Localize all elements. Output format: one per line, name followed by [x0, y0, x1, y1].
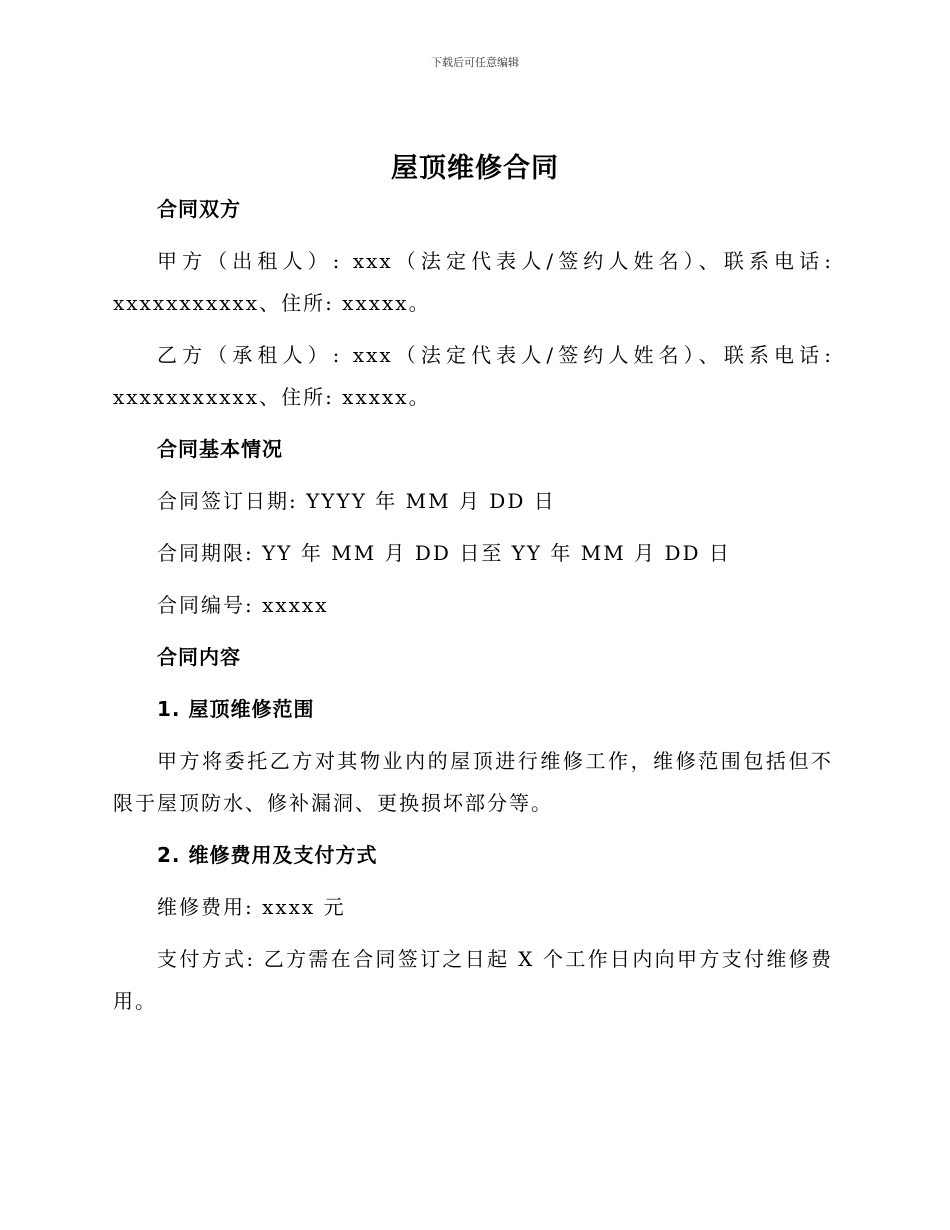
document-body: [113, 188, 833, 1032]
subsection-heading-fee: 2. 维修费用及支付方式: [157, 843, 378, 867]
document-title: 屋顶维修合同: [391, 153, 559, 184]
section-heading-parties: 合同双方: [157, 197, 241, 221]
party-a-paragraph: 甲方（出租人）: xxx（法定代表人/签约人姓名）、联系电话: xxxxxxxxxxx、住所: xxxxx。: [113, 249, 833, 315]
section-heading-content: 合同内容: [157, 645, 241, 669]
subsection-heading-scope: 1. 屋顶维修范围: [157, 697, 315, 721]
header-note: 下载后可任意编辑: [431, 56, 519, 69]
section-heading-basic: 合同基本情况: [157, 437, 283, 461]
party-b-paragraph: 乙方（承租人）: xxx（法定代表人/签约人姓名）、联系电话: xxxxxxxxxxx、住所: xxxxx。: [113, 343, 833, 409]
contract-number-paragraph: 合同编号: xxxxx: [157, 593, 329, 617]
fee-paragraph: 维修费用: xxxx 元: [157, 895, 346, 919]
scope-paragraph: 甲方将委托乙方对其物业内的屋顶进行维修工作，维修范围包括但不限于屋顶防水、修补漏洞、更换损坏部分等。: [113, 749, 833, 815]
payment-paragraph: 支付方式: 乙方需在合同签订之日起 X 个工作日内向甲方支付维修费用。: [113, 947, 833, 1013]
term-paragraph: 合同期限: YY 年 MM 月 DD 日至 YY 年 MM 月 DD 日: [157, 541, 731, 565]
sign-date-paragraph: 合同签订日期: YYYY 年 MM 月 DD 日: [157, 489, 556, 513]
